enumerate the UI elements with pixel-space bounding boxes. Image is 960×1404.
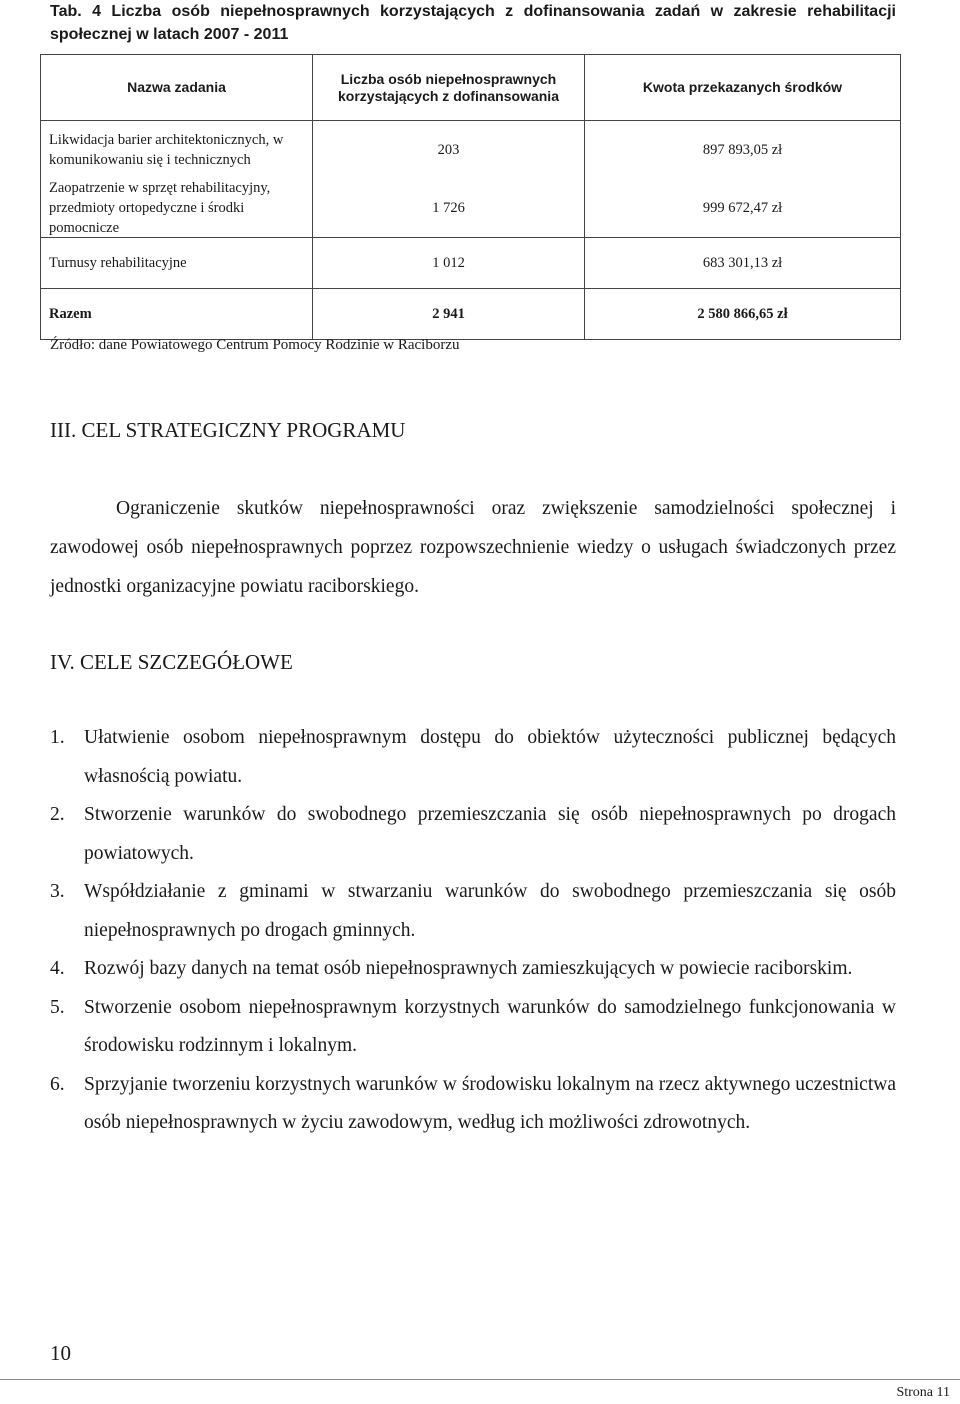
list-item: [50, 950, 896, 989]
strategic-goal-text: Ograniczenie skutków niepełnosprawności oraz zwiększenie samodzielności społecznej i zawodowej osób niepełnosprawnych poprzez rozpowszechnienie wiedzy o usługach świadczonych przez jednostki organizacyjne powiatu raciborskiego.: [50, 498, 896, 597]
amount-turnusy: 683 301,13 zł: [585, 238, 901, 289]
amount-barriers: 897 893,05 zł: [702, 141, 783, 158]
amount-equipment: 999 672,47 zł: [702, 199, 783, 216]
list-item-text: Współdziałanie z gminami w stwarzaniu warunków do swobodnego przemieszczania się osób niepełnosprawnych po drogach gminnych.: [84, 881, 896, 941]
total-label: Razem: [41, 289, 313, 340]
list-item-text: Rozwój bazy danych na temat osób niepełnosprawnych zamieszkujących w powiecie raciborskim.: [84, 958, 853, 979]
list-item-number: 1.: [50, 727, 65, 748]
column-header-people-count: Liczba osób niepełnosprawnych korzystających z dofinansowania: [313, 55, 585, 121]
task-name-turnusy: Turnusy rehabilitacyjne: [41, 238, 313, 289]
column-header-task-name: Nazwa zadania: [41, 55, 313, 121]
task-name-cell: [41, 121, 313, 238]
list-item-number: 3.: [50, 881, 65, 902]
list-item-number: 4.: [50, 958, 65, 979]
section-heading-strategic-goal: III. CEL STRATEGICZNY PROGRAMU: [50, 418, 406, 442]
table-header-row: [41, 55, 901, 121]
list-item: [50, 989, 896, 1066]
list-item: [50, 719, 896, 796]
table-caption: Tab. 4 Liczba osób niepełnosprawnych korzystających z dofinansowania zadań w zakresie rehabilitacji społecznej w latach 2007 - 2011: [50, 3, 896, 43]
footer-page-label: Strona 11: [896, 1385, 950, 1400]
amount-cell: [585, 121, 901, 238]
people-count-cell: [313, 121, 585, 238]
list-item-text: Sprzyjanie tworzeniu korzystnych warunków w środowisku lokalnym na rzecz aktywnego uczestnictwa osób niepełnosprawnych w życiu zawodowym, według ich możliwości zdrowotnych.: [84, 1073, 896, 1133]
list-item-text: Stworzenie osobom niepełnosprawnym korzystnych warunków do samodzielnego funkcjonowania w środowisku rodzinnym i lokalnym.: [84, 996, 896, 1056]
table-total-row: [41, 289, 901, 340]
task-name-equipment: Zaopatrzenie w sprzęt rehabilitacyjny, przedmioty ortopedyczne i środki pomocnicze: [49, 180, 271, 236]
total-amount: 2 580 866,65 zł: [585, 289, 901, 340]
statistics-table: [40, 54, 901, 340]
task-name-barriers: Likwidacja barier architektonicznych, w komunikowaniu się i technicznych: [49, 132, 284, 168]
footer-divider: [0, 1379, 960, 1380]
table-source-note: Źródło: dane Powiatowego Centrum Pomocy Rodzinie w Raciborzu: [50, 337, 460, 353]
people-count-barriers: 203: [437, 141, 460, 158]
total-count: 2 941: [313, 289, 585, 340]
list-item-number: 5.: [50, 996, 65, 1018]
table-row: [41, 238, 901, 289]
detailed-goals-list: [50, 719, 896, 1143]
list-item-text: Ułatwienie osobom niepełnosprawnym dostępu do obiektów użyteczności publicznej będących własnością powiatu.: [84, 727, 896, 787]
list-item: [50, 796, 896, 873]
list-item: [50, 873, 896, 950]
list-item: [50, 1066, 896, 1143]
people-count-equipment: 1 726: [432, 199, 465, 216]
list-item-number: 6.: [50, 1073, 65, 1095]
table-row-merged: [41, 121, 901, 238]
column-header-amount: Kwota przekazanych środków: [585, 55, 901, 121]
section-heading-detailed-goals: IV. CELE SZCZEGÓŁOWE: [50, 650, 293, 674]
page-number: 10: [50, 1341, 71, 1365]
list-item-text: Stworzenie warunków do swobodnego przemieszczania się osób niepełnosprawnych po drogach powiatowych.: [84, 804, 896, 864]
people-count-turnusy: 1 012: [313, 238, 585, 289]
list-item-number: 2.: [50, 804, 65, 825]
